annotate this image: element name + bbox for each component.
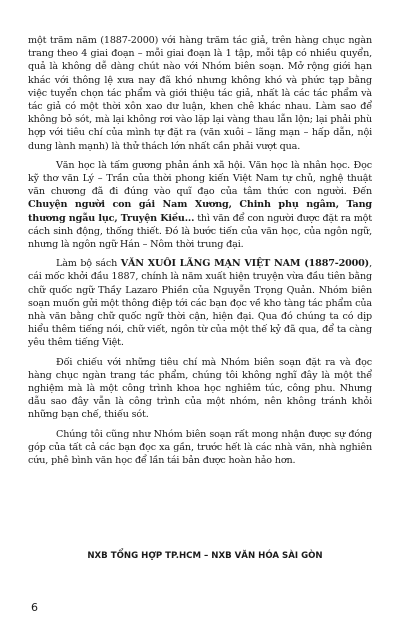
paragraph-3-bold-series-title: VĂN XUÔI LÃNG MẠN VIỆT NAM (1887-2000) xyxy=(120,258,370,270)
paragraph-2-part-1: Văn học là tấm gương phản ánh xã hội. Văn học là nhân học. Đọc kỹ thơ văn Lý – Trần của thời phong kiến Việt Nam tự chủ, nghệ thuật văn chương đã đi đúng vào quĩ đạo của tâm thức con người. Đến xyxy=(28,159,372,198)
paragraph-3 xyxy=(28,257,372,349)
paragraph-3-part-3: , cái mốc khởi đầu 1887, chính là năm xuất hiện truyện vừa đầu tiên bằng chữ quốc ngữ Thầy Lazaro Phiền của Nguyễn Trọng Quản. Nhóm biên soạn muốn gửi một thông điệp tới các bạn đọc về kho tàng tác phẩm của nhà văn bằng chữ quốc ngữ thời cận, hiện đại. Qua đó chúng ta có dịp hiểu thêm tiếng nói, chữ viết, ngôn từ của một thế kỷ đã qua, để ta càng yêu thêm tiếng Việt. xyxy=(28,258,372,349)
page-number: 6 xyxy=(31,601,38,614)
publisher-line: NXB TỔNG HỢP TP.HCM – NXB VĂN HÓA SÀI GÒN xyxy=(87,551,323,561)
paragraph-4: Đối chiếu với những tiêu chí mà Nhóm biên soạn đặt ra và đọc hàng chục ngàn trang tác phẩm, chúng tôi không nghĩ đây là một thể nghiệm mà là một công trình khoa học nghiêm túc, công phu. Nhưng dẫu sao đây vẫn là công trình của một nhóm, nên không tránh khỏi những bạn chế, thiếu sót. xyxy=(28,356,372,421)
paragraph-3-part-1: Làm bộ sách xyxy=(56,258,121,270)
paragraph-5: Chúng tôi cũng như Nhóm biên soạn rất mong nhận được sự đóng góp của tất cả các bạn đọc xa gần, trước hết là các nhà văn, nhà nghiên cứu, phê bình văn học để lần tái bản được hoàn hảo hơn. xyxy=(28,428,372,467)
paragraph-2-bold-titles: Chuyện người con gái Nam Xương, Chinh phụ ngâm, Tang thương ngẫu lục, Truyện Kiều... xyxy=(28,199,372,224)
paragraph-2 xyxy=(28,159,372,251)
paragraph-2-part-3: thì văn để con người được đặt ra một cách sinh động, thống thiết. Đó là bước tiến của văn học, của ngôn ngữ, nhưng là ngôn ngữ Hán – Nôm thời trung đại. xyxy=(28,212,372,251)
document-body xyxy=(28,34,372,467)
paragraph-1: một trăm năm (1887-2000) với hàng trăm tác giả, trên hàng chục ngàn trang theo 4 giai đoạn – mỗi giai đoạn là 1 tập, mỗi tập có nhiều quyển, quả là không dễ dàng chút nào với Nhóm biên soạn. Mở rộng giới hạn khác với thông lệ xưa nay đã khó nhưng không khó và phức tạp bằng việc tuyển chọn tác phẩm và giới thiệu tác giả, nhất là các tác phẩm và tác giả có một thời xôn xao dư luận, khen chê khác nhau. Làm sao để không bỏ sót, mà lại không rơi vào lặp lại vàng thau lẫn lộn; lại phải phù hợp với tiêu chí của mình tự đặt ra (văn xuôi – lãng mạn – hấp dẫn, nội dung lành mạnh) là thử thách lớn nhất cần phải vượt qua. xyxy=(28,35,372,152)
